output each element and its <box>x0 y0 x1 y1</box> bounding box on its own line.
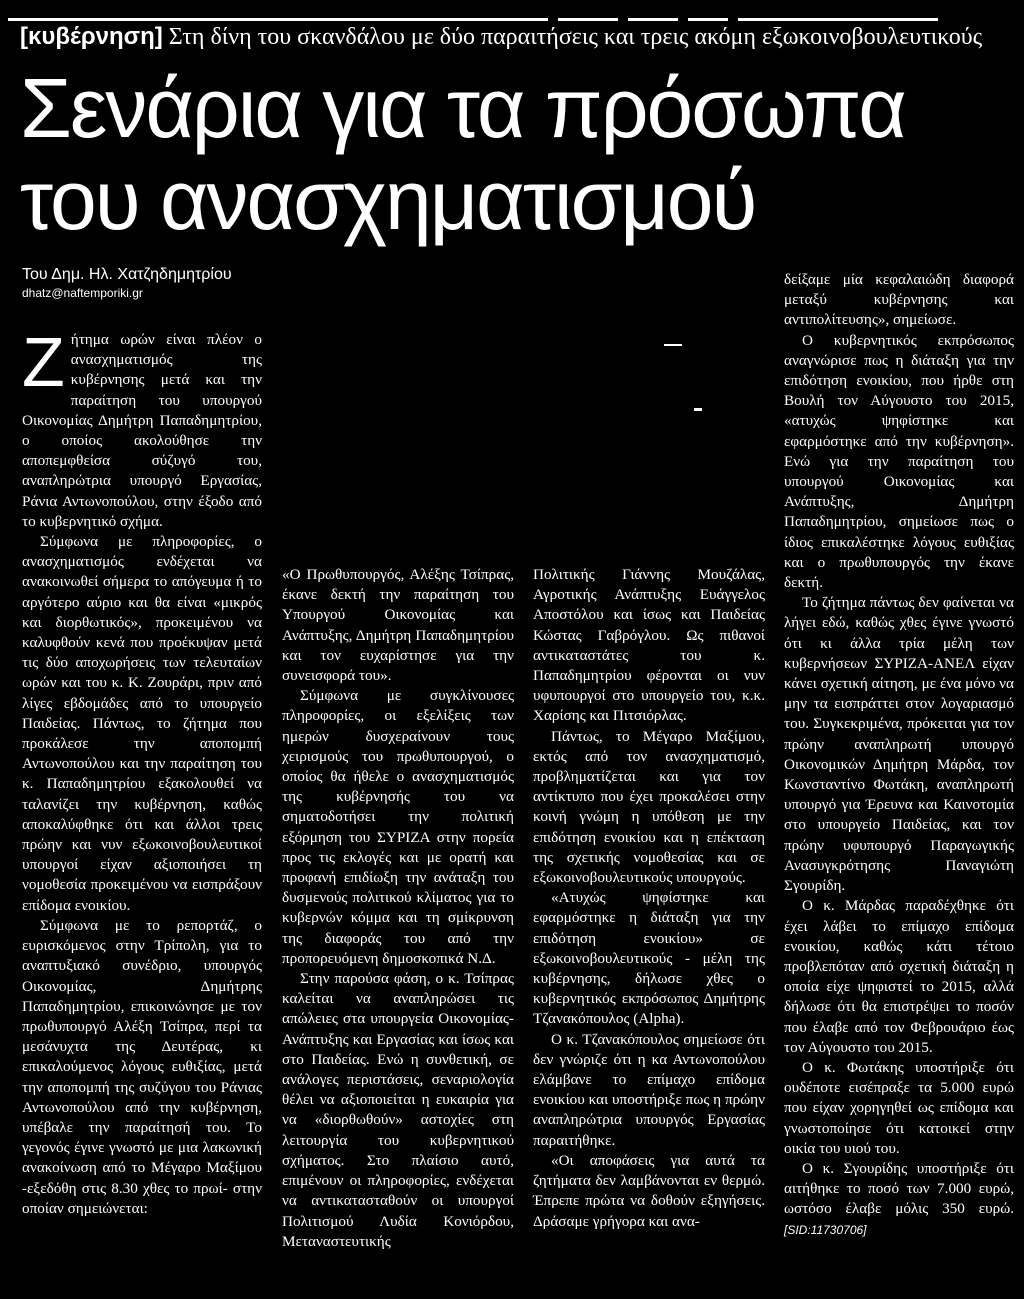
article-column-2 <box>282 565 514 1252</box>
photo-artifact <box>694 408 702 411</box>
paragraph: «Ατυχώς ψηφίστηκε και εφαρμόστηκε η διάταξη για την επιδότηση ενοικίου» σε εξωκοινοβουλευτικούς - μέλη της κυβέρνησης, δήλωσε χθες ο κυβερνητικός εκπρόσωπος Δημήτρης Τζανακόπουλος (Alpha). <box>533 889 765 1028</box>
story-id: [SID:11730706] <box>784 1222 867 1237</box>
photo-artifact <box>664 344 682 346</box>
paragraph: «Οι αποφάσεις για αυτά τα ζητήματα δεν λαμβάνονται εν θερμώ. Έπρεπε πρώτα να δοθούν εξηγήσεις. Δράσαμε γρήγορα και ανα- <box>533 1151 765 1230</box>
paragraph: Σύμφωνα με πληροφορίες, ο ανασχηματισμός ενδέχεται να ανακοινωθεί σήμερα το απόγευμα ή το αργότερο αύριο και θα είναι «μικρός και διορθωτικός», προκειμένου να καλυφθούν κενά που προέκυψαν μετά τις δύο αποχωρήσεις των τελευταίων ωρών και του κ. Κ. Ζουράρι, πριν από λίγες εβδομάδες από το υπουργείο Παιδείας. Πάντως, το ζήτημα που προκάλεσε την αποπομπή Αντωνοπούλου και την παραίτηση του κ. Παπαδημητρίου εξακολουθεί να ταλανίζει την κυβέρνηση, καθώς αποκαλύφθηκε ότι και άλλοι τρεις πρώην και νυν εξωκοινοβουλευτικοί υπουργοί είχαν αξιοποιήσει τη νομοθεσία προκειμένου να εισπράξουν επίδομα ενοικίου. <box>22 533 262 914</box>
paragraph: Ο κ. Μάρδας παραδέχθηκε ότι έχει λάβει το επίμαχο επίδομα ενοικίου, καθώς κάτι τέτοιο προβλεπόταν από σχετική διάταξη η οποία είχε ψηφιστεί το 2015, αλλά δήλωσε ότι θα επιστρέψει το ποσόν που έλαβε από τον Φεβρουάριο έως τον Αύγουστο του 2015. <box>784 897 1014 1056</box>
byline <box>22 265 232 301</box>
paragraph: Σύμφωνα με το ρεπορτάζ, ο ευρισκόμενος στην Τρίπολη, για το αναπτυξιακό συνέδριο, υπουργός Οικονομίας, Δημήτρης Παπαδημητρίου, επικοινώνησε με τον πρωθυπουργό Αλέξη Τσίπρα, περί τα μεσάνυχτα της Δευτέρας, κι επικαλούμενος λόγους ευθιξίας, μετά την αποπομπή της συζύγου του Ράνιας Αντωνοπούλου από την κυβέρνηση, υπέβαλε την παραίτησή του. Το γεγονός έγινε γνωστό με μια λακωνική ανακοίνωση από το Μέγαρο Μαξίμου -εξεδόθη στις 8.30 χθες το πρωί- στην οποίαν σημειώνεται: <box>22 916 262 1217</box>
headline <box>20 62 1010 246</box>
paragraph: Πολιτικής Γιάννης Μουζάλας, Αγροτικής Ανάπτυξης Ευάγγελος Αποστόλου και ίσως και Παιδείας Κώστας Γαβρόγλου. Ως πιθανοί αντικαταστάτες του κ. Παπαδημητρίου φέρονται οι νυν υφυπουργοί στο υπουργείο του, κ.κ. Χαρίσης και Πιτσιόρλας. <box>533 566 765 725</box>
section-tag: [κυβέρνηση] <box>20 23 163 50</box>
top-rule <box>8 8 1016 11</box>
headline-line-1: Σενάρια για τα πρόσωπα <box>20 61 905 155</box>
paragraph: Πάντως, το Μέγαρο Μαξίμου, εκτός από τον ανασχηματισμό, προβληματίζεται και για τον αντίκτυπο που έχει προκαλέσει στην κοινή γνώμη η υπόθεση με την επιδότηση ενοικίου και η επέκταση της σχετικής νομοθεσίας και σε εξωκοινοβουλευτικούς υπουργούς. <box>533 727 765 887</box>
paragraph: Ο κ. Φωτάκης υποστήριξε ότι ουδέποτε εισέπραξε τα 5.000 ευρώ που είχαν χορηγηθεί ως επίδομα και γνωστοποίησε ότι κατοικεί στην οικία του υιού του. <box>784 1058 1014 1157</box>
paragraph: Το ζήτημα πάντως δεν φαίνεται να λήγει εδώ, καθώς χθες έγινε γνωστό ότι κι άλλα τρία μέλη των κυβερνήσεων ΣΥΡΙΖΑ-ΑΝΕΛ είχαν κάνει σχετική αίτηση, με ένα μόνο να μην τα εισπράττει στον λογαριασμό του. Συγκεκριμένα, πρόκειται για τον πρώην αναπληρωτή υπουργό Οικονομικών Δημήτρη Μάρδα, τον Κωνσταντίνο Φωτάκη, αναπληρωτή υπουργό για Έρευνα και Καινοτομία στο υπουργείο Παιδείας, και τον πρώην υφυπουργό Παραγωγικής Ανασυγκρότησης Παναγιώτη Σγουρίδη. <box>784 594 1014 895</box>
kicker <box>20 22 1010 52</box>
byline-email: dhatz@naftemporiki.gr <box>22 286 143 300</box>
byline-author: Του Δημ. Ηλ. Χατζηδημητρίου <box>22 266 232 283</box>
paragraph: «Ο Πρωθυπουργός, Αλέξης Τσίπρας, έκανε δεκτή την παραίτηση του Υπουργού Οικονομίας και Ανάπτυξης, Δημήτρη Παπαδημητρίου και τον ευχαρίστησε για την συνεισφορά του». <box>282 566 514 685</box>
drop-cap: Ζ <box>22 323 65 401</box>
article-column-1 <box>22 323 262 1219</box>
paragraph: δείξαμε μία κεφαλαιώδη διαφορά μεταξύ κυβέρνησης και αντιπολίτευσης», σημείωσε. <box>784 271 1014 329</box>
article-column-4 <box>784 270 1014 1240</box>
paragraph: Ζήτημα ωρών είναι πλέον ο ανασχηματισμός της κυβέρνησης μετά και την παραίτηση του υπουργού Οικονομίας Δημήτρη Παπαδημητρίου, ο οποίος ακολούθησε την αποπεμφθείσα σύζυγό του, αναπληρώτρια υπουργό Εργασίας, Ράνια Αντωνοπούλου, στην έξοδο από το κυβερνητικό σχήμα. <box>22 323 262 530</box>
article-column-3 <box>533 565 765 1232</box>
paragraph: Στην παρούσα φάση, ο κ. Τσίπρας καλείται να αναπληρώσει τις απώλειες στα υπουργεία Οικονομίας-Ανάπτυξης και Εργασίας και ίσως και στο Παιδείας. Ενώ η συνθετική, σε ανάλογες περιστάσεις, σεναριολογία θέλει να αξιοποιείται η ευκαιρία για να «διορθωθούν» αστοχίες στη λειτουργία του κυβερνητικού σχήματος. Στο πλαίσιο αυτό, επιμένουν οι πληροφορίες, ενδέχεται να αντικατασταθούν οι υπουργοί Πολιτισμού Λυδία Κονιόρδου, Μεταναστευτικής <box>282 970 514 1250</box>
photo-area <box>282 300 764 550</box>
headline-line-2: του ανασχηματισμού <box>20 153 756 247</box>
paragraph: Σύμφωνα με συγκλίνουσες πληροφορίες, οι εξελίξεις των ημερών δυσχεραίνουν τους χειρισμούς του πρωθυπουργού, ο οποίος θα ήθελε ο ανασχηματισμός της κυβέρνησής του να σηματοδοτήσει την πολιτική εξόρμηση του ΣΥΡΙΖΑ στην πορεία προς τις εκλογές και με ορατή και προφανή επιδίωξη την ανάταξη του δυσμενούς πολιτικού κλίματος για το κυβερνών κόμμα και τη σμίκρυνση της διαφοράς του από την προπορευόμενη δημοσκοπικά Ν.Δ. <box>282 687 514 967</box>
paragraph: Ο κ. Τζανακόπουλος σημείωσε ότι δεν γνώριζε ότι η κα Αντωνοπούλου ελάμβανε το επίμαχο επίδομα ενοικίου και υποστήριξε πως η πρώην αναπληρώτρια υπουργός Εργασίας παραιτήθηκε. <box>533 1030 765 1149</box>
paragraph: Ο κυβερνητικός εκπρόσωπος αναγνώρισε πως η διάταξη για την επιδότηση ενοικίου, που ήρθε στη Βουλή τον Αύγουστο του 2015, «ατυχώς ψηφίστηκε και εφαρμόστηκε από την κυβέρνηση». Ενώ για την παραίτηση του υπουργού Οικονομίας και Ανάπτυξης, Δημήτρη Παπαδημητρίου, σημείωσε πως ο ίδιος επικαλέστηκε λόγους ευθιξίας και ο πρωθυπουργός την έκανε δεκτή. <box>784 331 1014 592</box>
paragraph: Ο κ. Σγουρίδης υποστήριξε ότι αιτήθηκε το ποσό των 7.000 ευρώ, ωστόσο έλαβε μόλις 350 ευρώ. [SID:11730706] <box>784 1159 1014 1237</box>
kicker-text: Στη δίνη του σκανδάλου με δύο παραιτήσεις και τρεις ακόμη εξωκοινοβουλευτικούς <box>168 24 983 50</box>
